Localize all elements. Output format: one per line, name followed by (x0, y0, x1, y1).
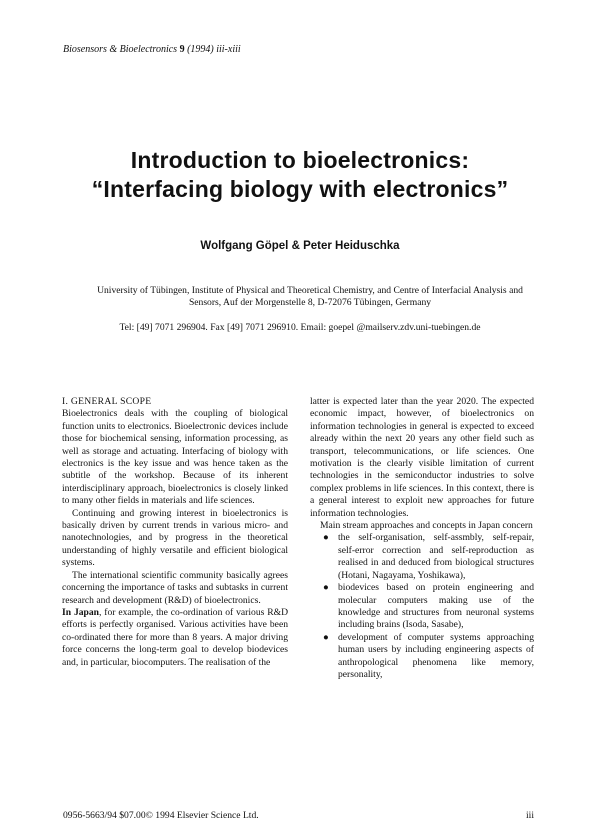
paragraph (62, 607, 288, 669)
right-column (310, 396, 534, 681)
list-item (323, 582, 534, 632)
contact-info: Tel: [49] 7071 296904. Fax [49] 7071 296910. Email: goepel @mailserv.zdv.uni-tuebingen.de (119, 322, 481, 333)
list-item-text: biodevices based on protein engineering and molecular computers making use of the knowledge and structures from neuronal systems including brains (Isoda, Sasabe), (338, 582, 534, 631)
emphasis-japan: In Japan (62, 606, 100, 618)
bullet-icon: ● (323, 582, 329, 594)
bullet-icon: ● (323, 631, 329, 643)
bullet-icon: ● (323, 532, 329, 544)
paragraph: The international scientific community basically agrees concerning the importance of tasks and subtasks in current research and development (R&D) of bioelectronics. (62, 569, 288, 606)
paragraph: Bioelectronics deals with the coupling of biological function units to electronics. Bioelectronic devices include those for biochemical sensing, information processing, as well as storage and actuating. Interfacing of biology with electronics is the key issue and was hence taken as the subtitle of the workshop. Because of its inherent interdisciplinary approach, bioelectronics is closely linked to many other fields in materials and life sciences. (62, 408, 288, 507)
bullet-list (310, 532, 534, 681)
section-heading: I. GENERAL SCOPE (62, 396, 152, 407)
copyright-line: 0956-5663/94 $07.00© 1994 Elsevier Science Ltd. (63, 810, 259, 821)
title-line-1: Introduction to bioelectronics: (130, 147, 470, 173)
journal-name: Biosensors & Bioelectronics (63, 44, 178, 55)
journal-volume: 9 (179, 44, 185, 55)
affiliation: University of Tübingen, Institute of Physical and Theoretical Chemistry, and Centre of Interfacial Analysis and Sensors, Auf der Morgenstelle 8, D-72076 Tübingen, Germany (97, 285, 523, 308)
journal-citation (63, 44, 241, 55)
journal-year-pages: (1994) iii-xiii (187, 44, 241, 55)
title-line-2: “Interfacing biology with electronics” (91, 176, 509, 202)
list-item (323, 532, 534, 582)
paragraph: Continuing and growing interest in bioelectronics is basically driven by current trends in various micro- and nanotechnologies, and by progress in the theoretical understanding of highly versatile and efficient biological systems. (62, 507, 288, 569)
author-list: Wolfgang Göpel & Peter Heiduschka (200, 240, 400, 252)
list-item-text: development of computer systems approaching human users by including engineering aspects of anthropological phenomena like memory, personality, (338, 631, 534, 680)
list-item-text: the self-organisation, self-assmbly, self-repair, self-error correction and self-reproduction as realised in and deduced from biological structures (Hotani, Nagayama, Yoshikawa), (338, 532, 534, 581)
list-item (323, 631, 534, 682)
page-number: iii (526, 810, 534, 821)
article-title (0, 146, 600, 204)
left-column (62, 396, 288, 669)
paragraph: Main stream approaches and concepts in Japan concern (320, 520, 533, 532)
paragraph: latter is expected later than the year 2020. The expected economic impact, however, of bioelectronics on information technologies in general is expected to exceed already within the next 20 years any other field such as transport, telecommunications, or life sciences. One motivation is the clearly visible limitation of current technologies in the semiconductor industries to solve complex problems in life sciences. In this context, there is a general interest to exploit new approaches for future information technologies. (310, 396, 534, 519)
paragraph-text: , for example, the co-ordination of various R&D efforts is perfectly organised. Various activities have been co-ordinated there for more than 8 years. A major driving force concerns the long-term goal to develop biodevices and, in particular, biocomputers. The realisation of the (62, 606, 289, 668)
